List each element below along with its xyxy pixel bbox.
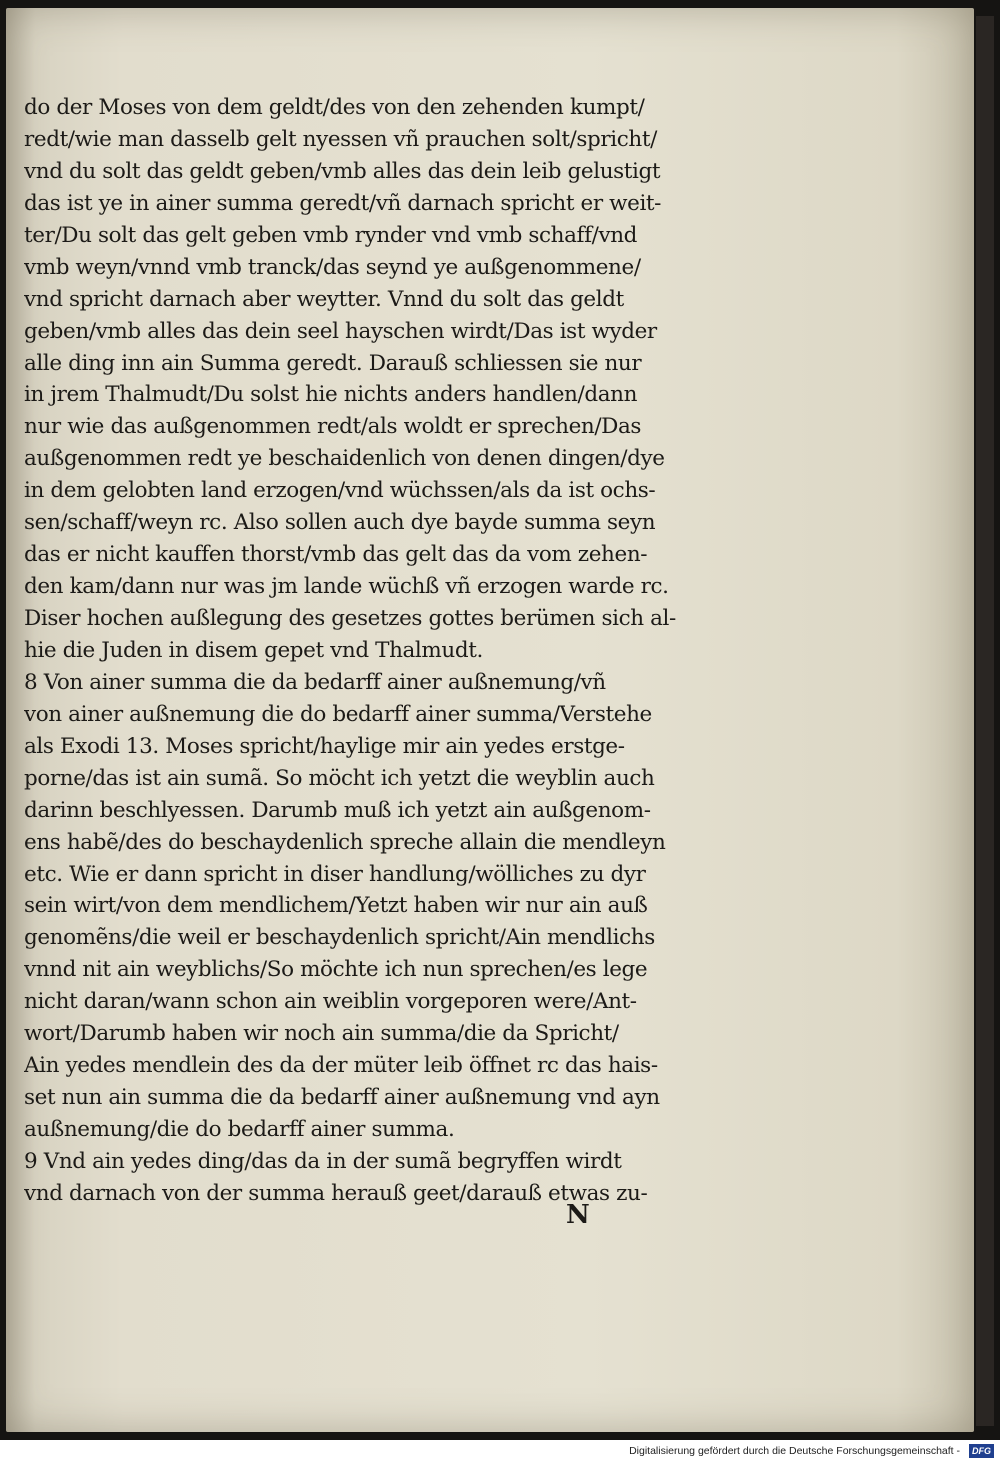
text-line: den kam/dann nur was jm lande wüchß vñ erzogen warde rc. bbox=[24, 574, 669, 600]
text-line: redt/wie man dasselb gelt nyessen vñ prauchen solt/spricht/ bbox=[24, 126, 657, 152]
text-line: ter/Du solt das gelt geben vmb rynder vnd vmb schaff/vnd bbox=[24, 222, 638, 248]
text-line: alle ding inn ain Summa geredt. Darauß schliessen sie nur bbox=[24, 350, 642, 376]
text-line: vnnd nit ain weyblichs/So möchte ich nun sprechen/es lege bbox=[24, 957, 648, 983]
text-line: set nun ain summa die da bedarff ainer außnemung vnd ayn bbox=[24, 1085, 660, 1111]
text-line: 9 Vnd ain yedes ding/das da in der sumã begryffen wirdt bbox=[24, 1148, 622, 1174]
text-line: darinn beschlyessen. Darumb muß ich yetzt ain außgenom- bbox=[24, 797, 651, 823]
text-line: Ain yedes mendlein des da der müter leib öffnet rc das hais- bbox=[24, 1053, 658, 1079]
text-line: in jrem Thalmudt/Du solst hie nichts anders handlen/dann bbox=[24, 382, 638, 408]
text-line: von ainer außnemung die do bedarff ainer summa/Verstehe bbox=[24, 701, 652, 727]
dfg-logo: DFG bbox=[969, 1444, 994, 1458]
text-line: in dem gelobten land erzogen/vnd wüchssen/als da ist ochs- bbox=[24, 478, 656, 504]
page-text bbox=[24, 92, 744, 1210]
text-line: nur wie das außgenommen redt/als woldt er sprechen/Das bbox=[24, 414, 642, 440]
text-line: 8 Von ainer summa die da bedarff ainer außnemung/vñ bbox=[24, 669, 606, 695]
text-line: sein wirt/von dem mendlichem/Yetzt haben wir nur ain auß bbox=[24, 893, 648, 919]
text-line: außnemung/die do bedarff ainer summa. bbox=[24, 1117, 455, 1142]
text-line: wort/Darumb haben wir noch ain summa/die da Spricht/ bbox=[24, 1021, 619, 1047]
text-line: das er nicht kauffen thorst/vmb das gelt das da vom zehen- bbox=[24, 542, 648, 568]
text-line: außgenommen redt ye beschaidenlich von denen dingen/dye bbox=[24, 446, 665, 472]
text-line: hie die Juden in disem gepet vnd Thalmudt. bbox=[24, 637, 483, 663]
footer-credit: Digitalisierung gefördert durch die Deutsche Forschungsgemeinschaft - bbox=[629, 1445, 960, 1457]
text-line: sen/schaff/weyn rc. Also sollen auch dye bayde summa seyn bbox=[24, 510, 656, 536]
footer bbox=[0, 1440, 1000, 1463]
text-line: vnd darnach von der summa herauß geet/darauß etwas zu- bbox=[24, 1180, 648, 1206]
text-line: do der Moses von dem geldt/des von den zehenden kumpt/ bbox=[24, 95, 645, 120]
book-page bbox=[6, 8, 974, 1432]
text-line: genomẽns/die weil er beschaydenlich spricht/Ain mendlichs bbox=[24, 925, 655, 951]
text-line: Diser hochen außlegung des gesetzes gottes berümen sich al- bbox=[24, 606, 676, 631]
page-number: N bbox=[566, 1200, 590, 1230]
text-line: porne/das ist ain sumã. So möcht ich yetzt die weyblin auch bbox=[24, 765, 655, 791]
text-line: als Exodi 13. Moses spricht/haylige mir ain yedes erstge- bbox=[24, 733, 625, 759]
text-line: geben/vmb alles das dein seel hayschen wirdt/Das ist wyder bbox=[24, 318, 657, 344]
text-line: ens habẽ/des do beschaydenlich spreche allain die mendleyn bbox=[24, 829, 666, 855]
text-line: nicht daran/wann schon ain weiblin vorgeporen were/Ant- bbox=[24, 989, 637, 1015]
scan-color-strip bbox=[976, 16, 994, 1426]
text-line: das ist ye in ainer summa geredt/vñ darnach spricht er weit- bbox=[24, 190, 662, 216]
text-line: vnd spricht darnach aber weytter. Vnnd du solt das geldt bbox=[24, 286, 624, 312]
text-line: vmb weyn/vnnd vmb tranck/das seynd ye außgenommene/ bbox=[24, 254, 641, 280]
text-line: etc. Wie er dann spricht in diser handlung/wölliches zu dyr bbox=[24, 861, 646, 887]
text-line: vnd du solt das geldt geben/vmb alles das dein leib gelustigt bbox=[24, 158, 661, 184]
